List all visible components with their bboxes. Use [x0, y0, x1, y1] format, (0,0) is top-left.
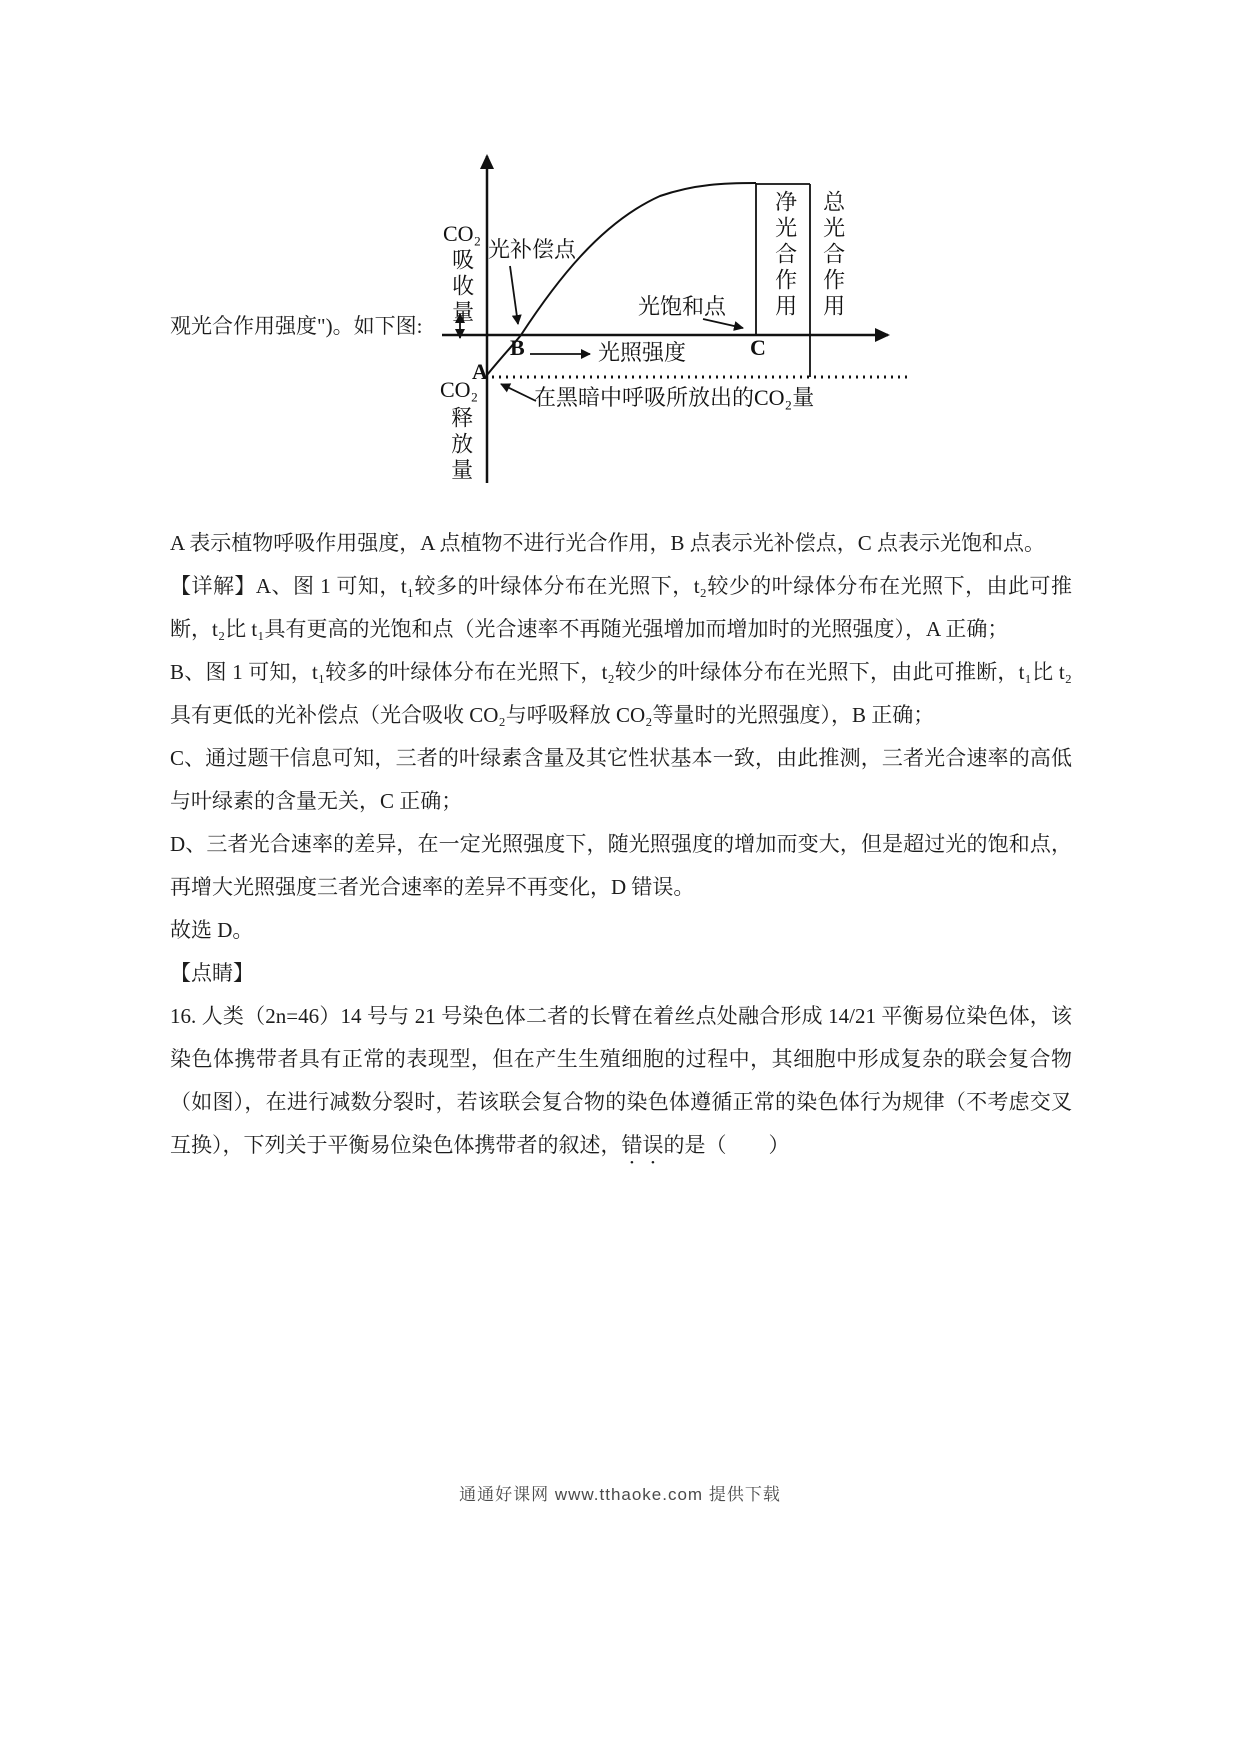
photosynthesis-diagram — [440, 138, 925, 493]
respiration-pointer-arrow — [501, 384, 536, 401]
detail-paragraph-c: C、通过题干信息可知，三者的叶绿素含量及其它性状基本一致，由此推测，三者光合速率的高低与叶绿素的含量无关，C 正确； — [170, 746, 1072, 813]
highlight-tag-paragraph: 【点睛】 — [170, 961, 254, 985]
intro-fragment: 观光合作用强度")。如下图: — [170, 314, 423, 338]
net-photosynthesis-label: 净光合作用 — [772, 190, 798, 320]
question16-tail: 的是（ ） — [663, 1133, 790, 1157]
question16-body: 16. 人类（2n=46）14 号与 21 号染色体二者的长臂在着丝点处融合形成 14/21 平衡易位染色体，该染色体携带者具有正常的表现型，但在产生生殖细胞的过程中，其细胞中形成复杂的联会复合物（如图），在进行减数分裂时，若该联会复合物的染色体遵循正常的染色体行为规律（不考虑交叉互换），下列关于平衡易位染色体携带者的叙述， — [170, 1004, 1072, 1157]
light-compensation-label: 光补偿点 — [488, 237, 577, 262]
light-saturation-label: 光饱和点 — [638, 294, 727, 319]
analysis-text-block — [170, 522, 1072, 1169]
point-b-label: B — [510, 335, 525, 360]
page-footer: 通通好课网 www.tthaoke.com 提供下载 — [459, 1485, 781, 1504]
detail-paragraph-d: D、三者光合速率的差异，在一定光照强度下，随光照强度的增加而变大，但是超过光的饱和点，再增大光照强度三者光合速率的差异不再变化，D 错误。 — [170, 832, 1072, 899]
point-a-label: A — [472, 359, 488, 384]
gross-photosynthesis-label: 总光合作用 — [820, 190, 846, 320]
co2-release-label: 释放量 — [448, 406, 474, 484]
conclusion-paragraph: 故选 D。 — [170, 918, 254, 942]
question16-paragraph — [170, 995, 1072, 1169]
co2-absorb-prefix-label: CO₂ — [443, 221, 482, 246]
detail-paragraph-a: 【详解】A、图 1 可知，t₁较多的叶绿体分布在光照下，t₂较少的叶绿体分布在光照下，由此可推断，t₂比 t₁具有更高的光饱和点（光合速率不再随光强增加而增加时的光照强度），A 正确； — [170, 574, 1072, 641]
light-intensity-label: 光照强度 — [598, 340, 687, 365]
point-c-label: C — [750, 335, 766, 360]
saturation-pointer-arrow — [703, 319, 743, 328]
question16-emphasis: 错误 — [621, 1133, 664, 1157]
summary-paragraph: A 表示植物呼吸作用强度，A 点植物不进行光合作用，B 点表示光补偿点，C 点表示光饱和点。 — [170, 531, 1046, 555]
compensation-pointer-arrow — [510, 266, 518, 324]
detail-paragraph-b: B、图 1 可知，t₁较多的叶绿体分布在光照下，t₂较少的叶绿体分布在光照下，由此可推断，t₁比 t₂具有更低的光补偿点（光合吸收 CO₂与呼吸释放 CO₂等量时的光照强度），B 正确； — [170, 660, 1072, 727]
co2-release-prefix-label: CO₂ — [440, 377, 479, 402]
dark-respiration-label: 在黑暗中呼吸所放出的CO₂量 — [534, 385, 815, 410]
co2-absorb-label: 吸收量 — [449, 248, 475, 326]
